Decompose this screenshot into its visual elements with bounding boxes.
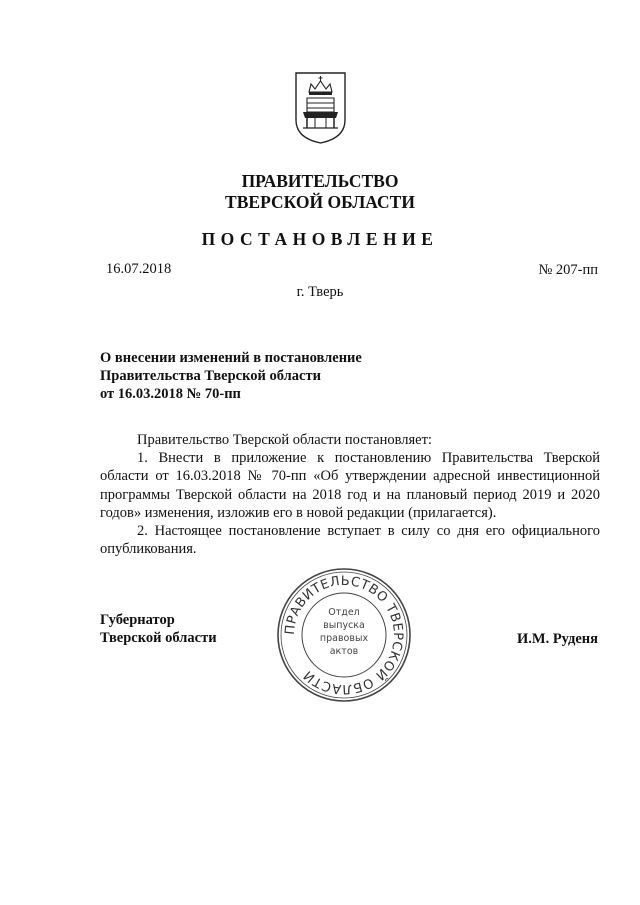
stamp-center-line3: правовых bbox=[319, 633, 369, 644]
subject-line1: О внесении изменений в постановление bbox=[100, 350, 362, 366]
org-title-line2: ТВЕРСКОЙ ОБЛАСТИ bbox=[225, 192, 415, 212]
signatory-position bbox=[100, 611, 217, 647]
stamp-center-text bbox=[275, 606, 413, 658]
position-line1: Губернатор bbox=[100, 612, 175, 628]
document-type: ПОСТАНОВЛЕНИЕ bbox=[201, 229, 439, 249]
subject-line3: от 16.03.2018 № 70-пп bbox=[100, 386, 241, 402]
document-body bbox=[100, 431, 600, 558]
document-date: 16.07.2018 bbox=[106, 261, 172, 277]
stamp-center-line2: выпуска bbox=[323, 620, 365, 631]
tver-coat-of-arms-icon bbox=[293, 70, 348, 146]
stamp-center-line4: актов bbox=[329, 646, 359, 657]
subject-line2: Правительства Тверской области bbox=[100, 368, 321, 384]
org-title-line1: ПРАВИТЕЛЬСТВО bbox=[241, 171, 399, 191]
document-number: № 207-пп bbox=[538, 262, 598, 278]
signatory-name: И.М. Руденя bbox=[516, 631, 598, 647]
body-intro: Правительство Тверской области постановляет: bbox=[137, 432, 432, 448]
position-line2: Тверской области bbox=[100, 630, 217, 646]
document-subject bbox=[100, 349, 362, 403]
official-stamp bbox=[275, 566, 413, 704]
stamp-center-line1: Отдел bbox=[328, 607, 360, 618]
document-city: г. Тверь bbox=[296, 284, 344, 300]
body-item-1: 1. Внести в приложение к постановлению Правительства Тверской области от 16.03.2018 № 70-пп «Об утверждении адресной инвестиционной программы Тверской области на 2018 год и на плановый период 2019 и 2020 годов» изменения, изложив его в новой редакции (прилагается). bbox=[100, 450, 600, 521]
body-item-2: 2. Настоящее постановление вступает в силу со дня его официального опубликования. bbox=[100, 523, 600, 558]
stamp-ring-text: ПРАВИТЕЛЬСТВО ТВЕРСКОЙ ОБЛАСТИ bbox=[282, 573, 406, 697]
